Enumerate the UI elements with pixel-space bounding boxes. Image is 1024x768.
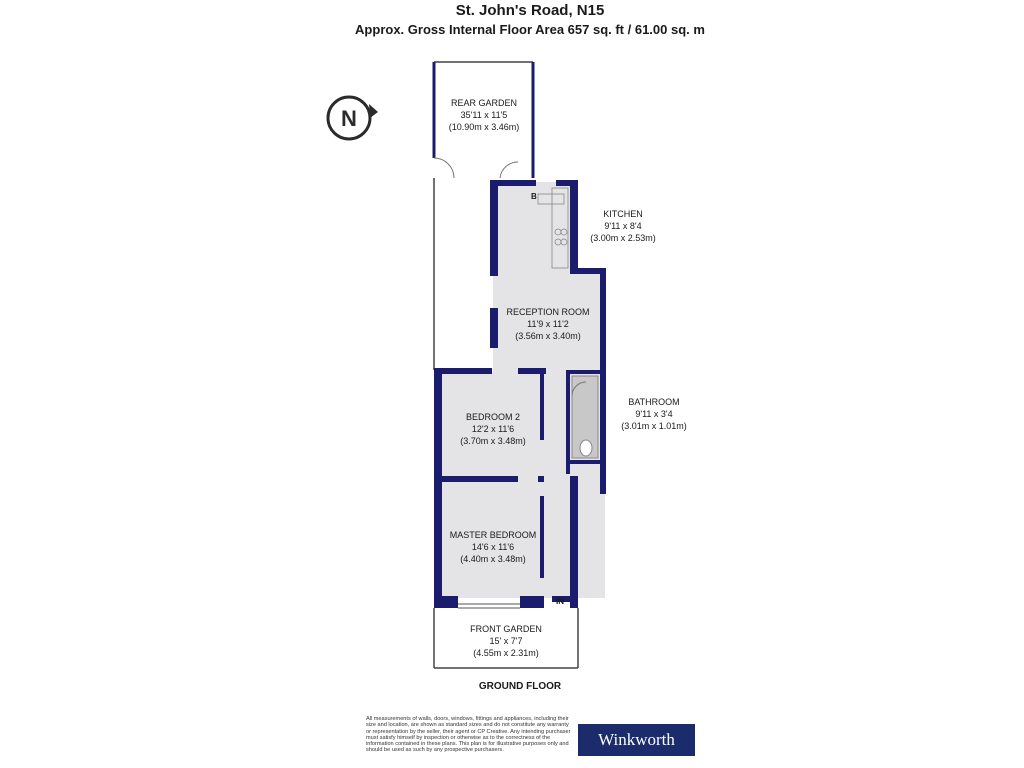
compass-letter: N — [341, 106, 357, 131]
room-imperial: 9'11 x 3'4 — [635, 409, 673, 419]
room-imperial: 12'2 x 11'6 — [471, 424, 515, 434]
room-metric: (3.00m x 2.53m) — [590, 233, 656, 243]
room-imperial: 14'6 x 11'6 — [471, 542, 515, 552]
room-metric: (4.55m x 2.31m) — [473, 648, 539, 658]
room-name: BEDROOM 2 — [465, 412, 521, 422]
disclaimer-text: All measurements of walls, doors, windows, fittings and appliances, including their size and location, are shown as standard sizes and do not constitute any warranty or representation by the seller, their agent or CP Creative. Any intending purchaser must satisfy himself by inspection or otherwise as to the correctness of the information contained in these plans. This plan is for illustrative purposes only and should be used as such by any prospective purchasers. — [366, 716, 571, 754]
floor-name: GROUND FLOOR — [478, 681, 562, 692]
room-kitchen — [588, 205, 668, 243]
room-metric: (4.40m x 3.48m) — [460, 554, 526, 564]
room-name: KITCHEN — [603, 209, 643, 219]
floor-area-subtitle: Approx. Gross Internal Floor Area 657 sq. ft / 61.00 sq. m — [355, 22, 705, 37]
room-name: FRONT GARDEN — [470, 624, 542, 634]
plan-title: St. John's Road, N15 — [455, 2, 605, 19]
room-metric: (3.56m x 3.40m) — [515, 331, 581, 341]
bathroom-fittings — [572, 376, 598, 458]
room-name: BATHROOM — [628, 397, 680, 407]
room-imperial: 15' x 7'7 — [489, 636, 523, 646]
compass-icon — [328, 97, 378, 139]
entrance-label: IN — [556, 597, 564, 606]
room-imperial: 11'9 x 11'2 — [527, 319, 569, 329]
room-metric: (3.01m x 1.01m) — [621, 421, 687, 431]
boiler-label: B — [531, 192, 537, 201]
room-imperial: 9'11 x 8'4 — [604, 221, 642, 231]
room-bathroom — [621, 397, 687, 431]
room-name: REAR GARDEN — [450, 98, 518, 108]
room-metric: (3.70m x 3.48m) — [460, 436, 526, 446]
room-name: RECEPTION ROOM — [506, 307, 590, 317]
winkworth-logo: Winkworth — [578, 724, 695, 756]
room-metric: (10.90m x 3.46m) — [448, 122, 520, 132]
room-imperial: 35'11 x 11'5 — [460, 110, 508, 120]
room-name: MASTER BEDROOM — [449, 530, 537, 540]
room-rear-garden — [449, 98, 520, 132]
room-front-garden — [470, 624, 542, 658]
